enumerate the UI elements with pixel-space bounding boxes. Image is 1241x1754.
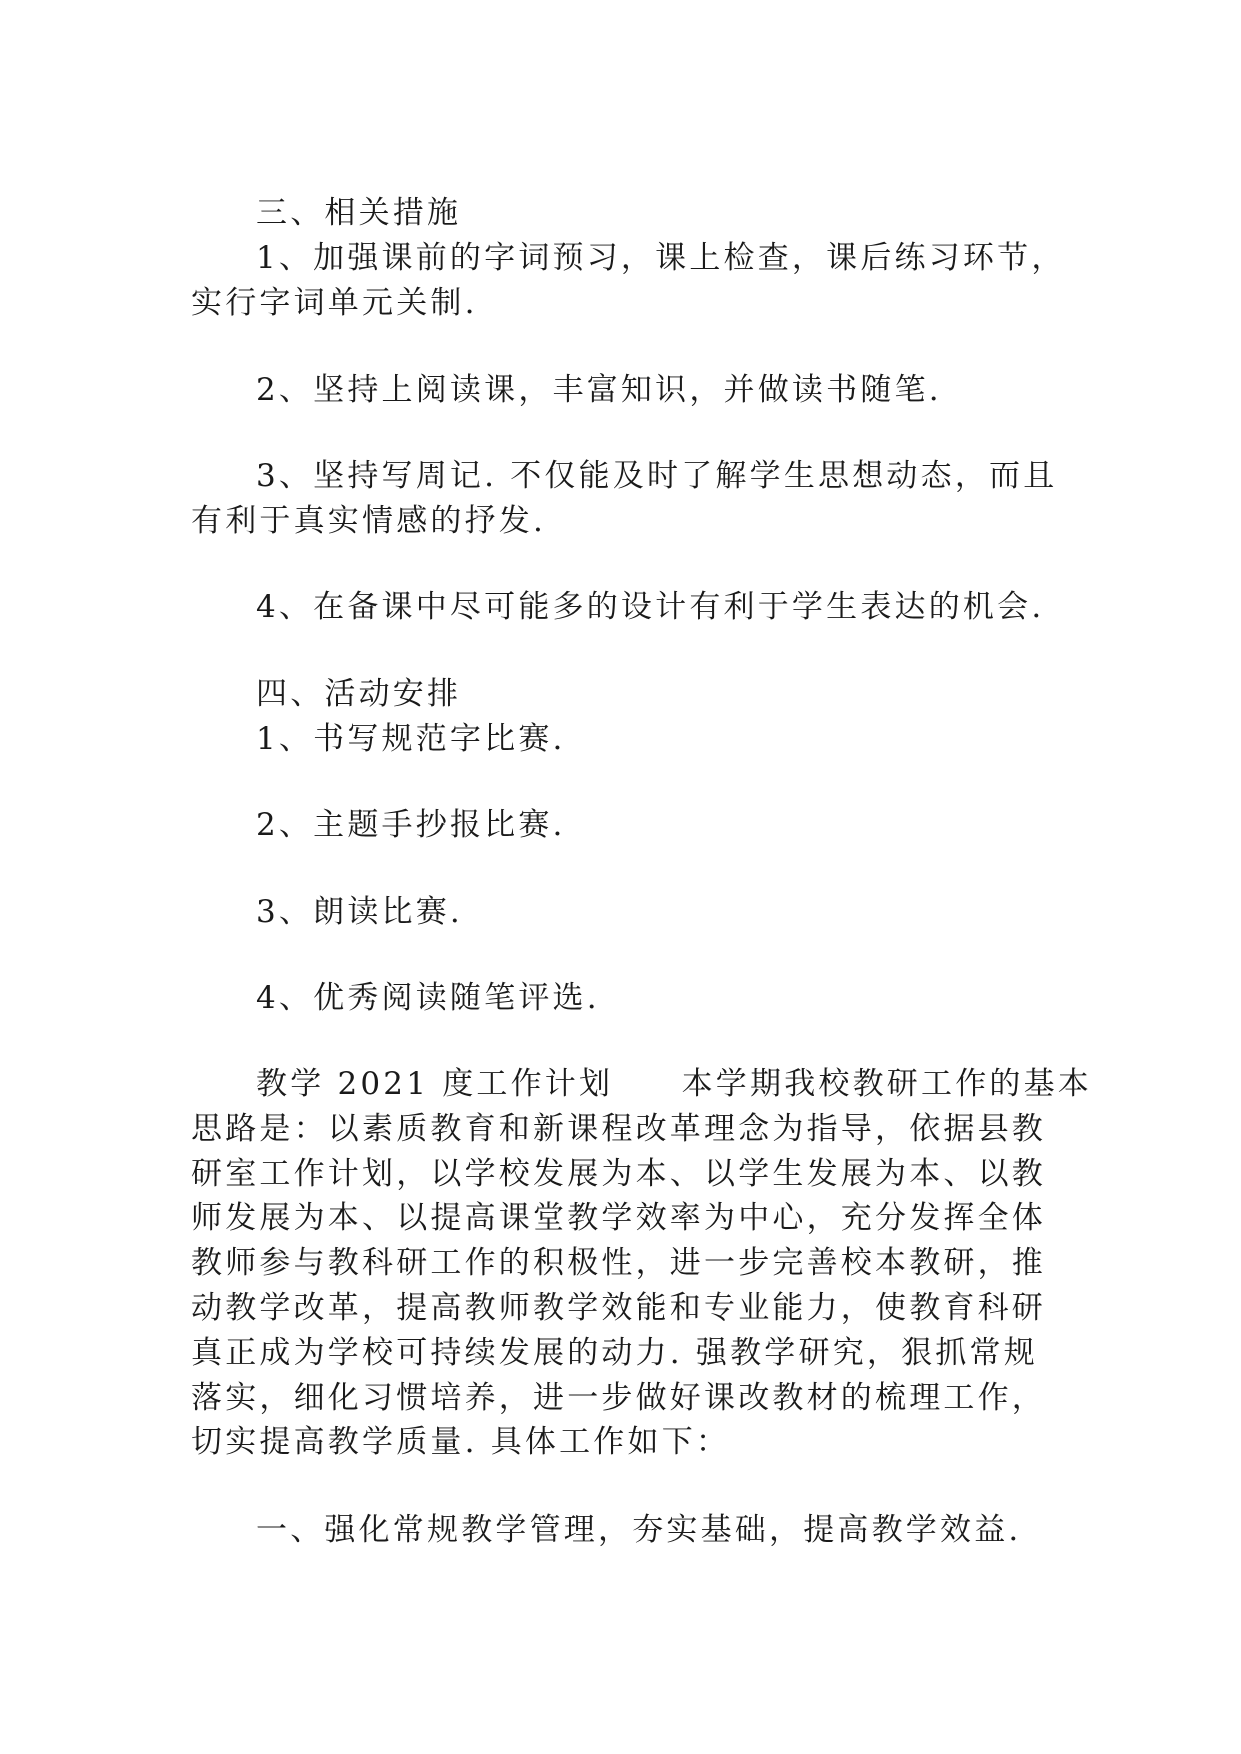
plan-line-8: 落实，细化习惯培养，进一步做好课改教材的梳理工作， xyxy=(191,1380,1046,1416)
section-heading-activities: 四、活动安排 xyxy=(256,676,462,712)
plan-line-2: 思路是：以素质教育和新课程改革理念为指导，依据县教 xyxy=(191,1111,1046,1147)
plan-line-4: 师发展为本、以提高课堂教学效率为中心，充分发挥全体 xyxy=(191,1200,1046,1236)
plan-line-5: 教师参与教科研工作的积极性，进一步完善校本教研，推 xyxy=(191,1245,1046,1281)
measure-1-line-1: 1、加强课前的字词预习，课上检查，课后练习环节， xyxy=(256,240,1066,276)
measure-1-line-2: 实行字词单元关制. xyxy=(191,285,478,321)
measure-4: 4、在备课中尽可能多的设计有利于学生表达的机会. xyxy=(256,589,1045,625)
part-1-heading: 一、强化常规教学管理，夯实基础，提高教学效益. xyxy=(256,1512,1022,1548)
measure-3-line-1: 3、坚持写周记. 不仅能及时了解学生思想动态，而且 xyxy=(256,458,1058,494)
plan-line-1: 教学 2021 度工作计划 本学期我校教研工作的基本 xyxy=(256,1066,1092,1102)
activity-4: 4、优秀阅读随笔评选. xyxy=(256,980,600,1016)
measure-2: 2、坚持上阅读课，丰富知识，并做读书随笔. xyxy=(256,372,942,408)
activity-1: 1、书写规范字比赛. xyxy=(256,721,566,757)
plan-line-6: 动教学改革，提高教师教学效能和专业能力，使教育科研 xyxy=(191,1290,1046,1326)
activity-2: 2、主题手抄报比赛. xyxy=(256,807,566,843)
plan-line-3: 研室工作计划，以学校发展为本、以学生发展为本、以教 xyxy=(191,1156,1046,1192)
plan-line-7: 真正成为学校可持续发展的动力. 强教学研究，狠抓常规 xyxy=(191,1335,1038,1371)
activity-3: 3、朗读比赛. xyxy=(256,894,463,930)
plan-line-9: 切实提高教学质量. 具体工作如下： xyxy=(191,1424,731,1460)
section-heading-measures: 三、相关措施 xyxy=(256,195,462,231)
measure-3-line-2: 有利于真实情感的抒发. xyxy=(191,503,547,539)
